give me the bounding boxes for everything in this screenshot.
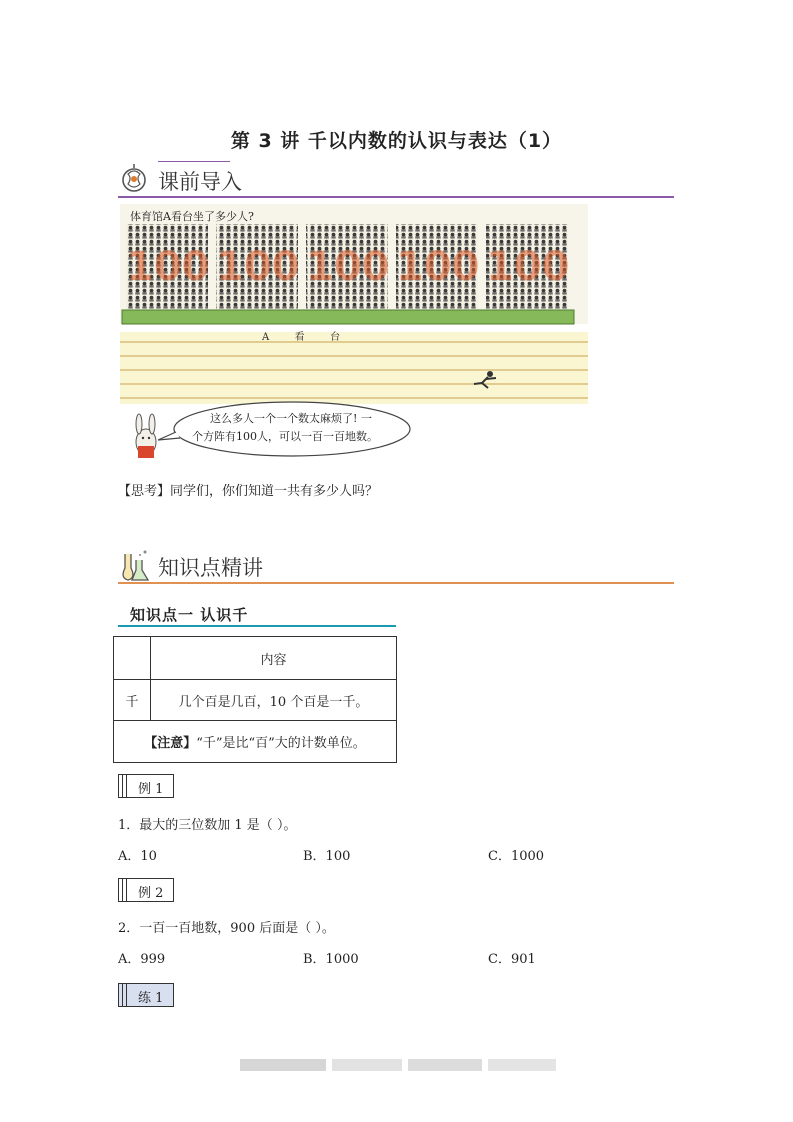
hundred-label: 100 [126,244,210,290]
think-prompt [118,480,378,499]
speech-line: 这么多人一个一个数太麻烦了! 一 [210,412,372,425]
option-c: C．901 [488,952,536,967]
table-row-label: 千 [114,680,151,721]
table-header: 内容 [151,637,397,680]
page-title: 第 3 讲 千以内数的认识与表达（1） [230,130,563,152]
picture-caption: 体育馆A看台坐了多少人? [130,210,254,223]
speech-line: 个方阵有100人，可以一百一百地数。 [192,430,378,443]
table-note [114,721,397,763]
question-text: 1．最大的三位数加 1 是（ ）。 [118,818,297,833]
example-label-box [118,774,174,798]
hundred-label: 100 [396,244,480,290]
table-corner [114,637,151,680]
section-divider [118,582,674,584]
brain-gear-icon [120,162,150,196]
knowledge-point-title: 知识点一 认识千 [130,606,249,624]
example-label: 例 1 [138,782,164,797]
stadium-illustration [120,204,588,466]
option-c: C．1000 [488,849,545,864]
lab-flask-icon [120,548,150,582]
practice-label: 练 1 [138,991,164,1006]
section-top-accent [158,161,230,162]
table-row-text: 几个百是几百，10 个百是一千。 [151,680,397,721]
hundred-label: 100 [216,244,300,290]
blurred-footer [240,1056,556,1070]
section-heading-text: 知识点精讲 [158,556,263,580]
hundred-labels [126,244,568,290]
option-a: A．999 [118,952,166,967]
think-text: 同学们，你们知道一共有多少人吗？ [170,484,379,499]
note-text: “千”是比“百”大的计数单位。 [196,736,366,751]
speech-bubble-text [192,410,402,446]
section-divider [118,196,674,198]
section-heading-knowledge [118,548,674,584]
option-b: B．100 [303,849,351,864]
stand-label: A 看 台 [262,332,341,343]
note-tag: 【注意】 [144,736,197,751]
think-tag: 【思考】 [118,484,171,499]
example-label-box [118,878,174,902]
hundred-label: 100 [486,244,570,290]
section-heading-intro [118,162,674,198]
option-b: B．1000 [303,952,359,967]
knowledge-point-underline [118,625,396,627]
section-heading-text: 课前导入 [158,170,242,194]
question-text: 2．一百一百地数，900 后面是（ ）。 [118,921,335,936]
knowledge-table [113,636,397,763]
hundred-label: 100 [306,244,390,290]
example-label: 例 2 [138,886,164,901]
option-a: A．10 [118,849,157,864]
practice-label-box [118,983,174,1007]
